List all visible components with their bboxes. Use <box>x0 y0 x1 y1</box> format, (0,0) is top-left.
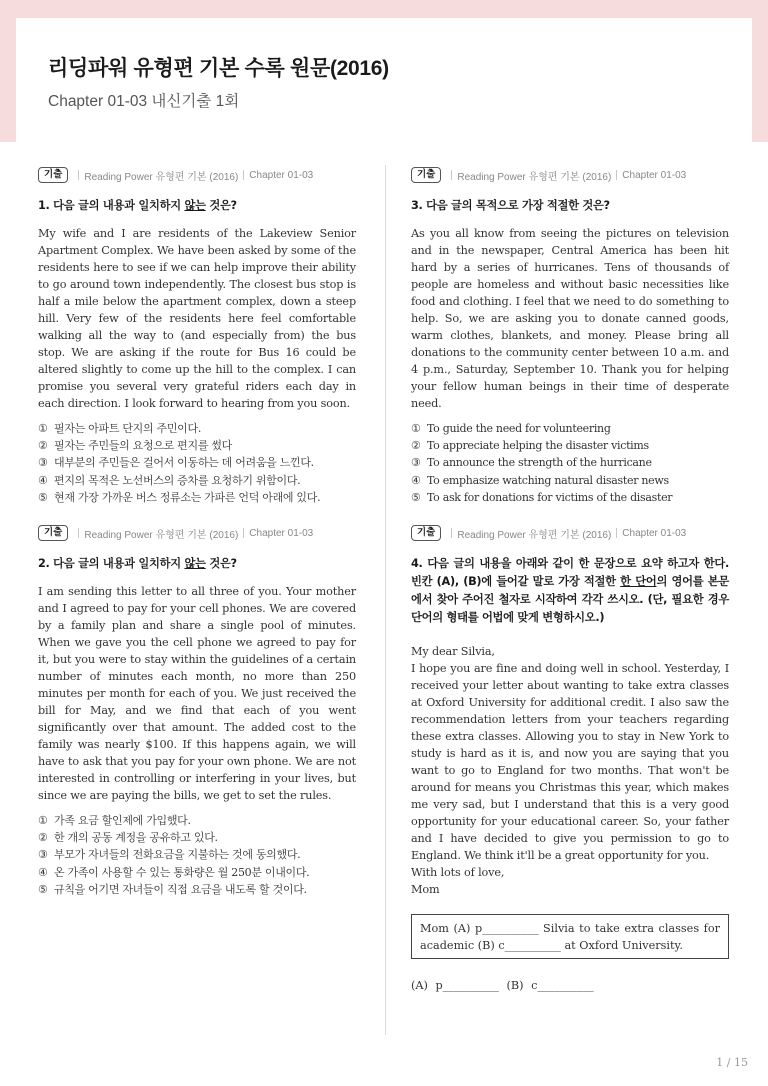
exam-tag: 기출 <box>411 525 441 541</box>
divider <box>451 170 452 180</box>
question-1 <box>38 166 356 506</box>
option-1[interactable]: ① 가족 요금 할인제에 가입했다. <box>38 814 191 828</box>
passage: My wife and I are residents of the Lakeview Senior Apartment Complex. We have been asked by some of the residents here to see if we can help improve their ability to go around town independently. The closest bus stop is half a mile below the apartment complex, down a steep hill. Very few of the residents here feel comfortable walking all the way to (and especially from) the bus stop. We are asking if the route for Bus 16 could be altered slightly to come up the hill to the complex. I can promise you several very grateful riders each day in each direction. I look forward to hearing from you soon. <box>38 227 356 410</box>
option-4[interactable]: ④ To emphasize watching natural disaster news <box>411 473 669 487</box>
option-5[interactable]: ⑤ To ask for donations for victims of the disaster <box>411 490 673 504</box>
source-book: Reading Power 유형편 기본 (2016) <box>84 171 239 183</box>
option-3[interactable]: ③ 대부분의 주민들은 걸어서 이동하는 데 어려움을 느낀다. <box>38 456 314 470</box>
divider <box>78 528 79 538</box>
source-book: Reading Power 유형편 기본 (2016) <box>84 529 239 541</box>
left-column <box>38 166 356 898</box>
source-line <box>411 524 729 542</box>
option-2[interactable]: ② To appreciate helping the disaster victims <box>411 439 649 453</box>
option-2[interactable]: ② 필자는 주민들의 요청으로 편지를 썼다 <box>38 439 233 453</box>
passage: I am sending this letter to all three of you. Your mother and I agreed to pay for your cell phones. We are covered by a family plan and share a single pool of minutes. When we gave you the cell phone we agreed to pay for it, but you were to stay within the guidelines of a certain number of minutes each month, no more than 250 minutes per month for each of you. We just received the bill for May, and we find that each of you went significantly over that amount. The added cost to the family was nearly $100. If this happens again, we will have to ask that you pay for your own phone. We are not interested in controlling or interfering in your lives, but since we are paying the bills, we get to set the rules. <box>38 585 356 803</box>
option-5[interactable]: ⑤ 현재 가장 가까운 버스 정류소는 가파른 언덕 아래에 있다. <box>38 490 321 504</box>
source-chapter: Chapter 01-03 <box>249 169 314 181</box>
letter-signature: Mom <box>411 883 440 897</box>
source-line <box>38 166 356 184</box>
question-title: 3. 다음 글의 목적으로 가장 적절한 것은? <box>411 199 610 212</box>
page-subtitle: Chapter 01-03 내신기출 1회 <box>48 93 240 110</box>
option-list <box>38 420 356 506</box>
summary-box: Mom (A) p__________ Silvia to take extra classes for academic (B) c__________ at Oxford University. <box>411 914 729 959</box>
divider <box>243 170 244 180</box>
divider <box>616 528 617 538</box>
question-title: 4. 다음 글의 내용을 아래와 같이 한 문장으로 요약 하고자 한다. 빈칸 (A), (B)에 들어갈 말로 가장 적절한 한 단어의 영어를 본문에서 찾아 주어진 철자로 시작하여 각각 쓰시오. (단, 필요한 경우 단어의 형태를 어법에 맞게 변형하시오.) <box>411 557 729 625</box>
page-number: 1 / 15 <box>716 1056 748 1069</box>
option-2[interactable]: ② 한 개의 공동 계정을 공유하고 있다. <box>38 831 218 845</box>
option-list <box>411 420 729 506</box>
source-book: Reading Power 유형편 기본 (2016) <box>457 529 612 541</box>
option-5[interactable]: ⑤ 규칙을 어기면 자녀들이 직접 요금을 내도록 할 것이다. <box>38 882 307 896</box>
option-4[interactable]: ④ 편지의 목적은 노선버스의 증차를 요청하기 위함이다. <box>38 473 301 487</box>
question-4 <box>411 524 729 994</box>
question-2 <box>38 524 356 898</box>
option-3[interactable]: ③ To announce the strength of the hurricane <box>411 456 652 470</box>
page-title: 리딩파워 유형편 기본 수록 원문(2016) <box>48 57 389 80</box>
option-4[interactable]: ④ 온 가족이 사용할 수 있는 통화량은 월 250분 이내이다. <box>38 865 310 879</box>
exam-tag: 기출 <box>38 167 68 183</box>
underlined-word: 한 단어 <box>620 575 657 589</box>
letter-greeting: My dear Silvia, <box>411 645 495 659</box>
underlined-word: 않는 <box>184 199 206 212</box>
question-title: 1. 다음 글의 내용과 일치하지 않는 것은? <box>38 199 237 212</box>
passage: As you all know from seeing the pictures on television and in the newspaper, Central America has been hit hard by a series of hurricanes. Tens of thousands of people are homeless and without basic necessities like food and clothing. I feel that we need to do something to help. So, we are asking you to donate canned goods, warm clothes, blankets, and money. Please bring all donations to the community center between 10 a.m. and 4 p.m., Saturday, September 10. Thank you for helping your fellow human beings in their time of desperate need. <box>411 227 729 410</box>
question-3 <box>411 166 729 506</box>
letter-closing: With lots of love, <box>411 866 505 880</box>
divider <box>243 528 244 538</box>
exam-tag: 기출 <box>38 525 68 541</box>
divider <box>616 170 617 180</box>
answer-blanks[interactable]: (A) p__________ (B) c__________ <box>411 979 594 993</box>
option-3[interactable]: ③ 부모가 자녀들의 전화요금을 지불하는 것에 동의했다. <box>38 848 301 862</box>
right-column <box>411 166 729 994</box>
column-divider <box>385 165 386 1035</box>
underlined-word: 않는 <box>184 557 206 571</box>
divider <box>78 170 79 180</box>
option-1[interactable]: ① 필자는 아파트 단지의 주민이다. <box>38 422 202 435</box>
passage <box>411 643 729 898</box>
source-chapter: Chapter 01-03 <box>622 169 687 181</box>
divider <box>451 528 452 538</box>
source-book: Reading Power 유형편 기본 (2016) <box>457 171 612 183</box>
letter-body: I hope you are fine and doing well in school. Yesterday, I received your letter about wanting to take extra classes at Oxford University for additional credit. I also saw the recommendation letters from your teachers regarding these extra classes. Allowing you to stay in New York to study is hard as it is, and now you are saying that you want to go to England for two months. That won't be around for means you Christmas this year, which makes me very sad, but I understand that this is a very good opportunity for your educational career. So, your father and I have decided to give you permission to go to England. We think it'll be a great opportunity for you. <box>411 662 729 863</box>
option-list <box>38 812 356 898</box>
source-chapter: Chapter 01-03 <box>622 527 687 539</box>
source-chapter: Chapter 01-03 <box>249 527 314 539</box>
option-1[interactable]: ① To guide the need for volunteering <box>411 422 611 435</box>
source-line <box>38 524 356 542</box>
source-line <box>411 166 729 184</box>
question-title: 2. 다음 글의 내용과 일치하지 않는 것은? <box>38 557 237 571</box>
exam-tag: 기출 <box>411 167 441 183</box>
